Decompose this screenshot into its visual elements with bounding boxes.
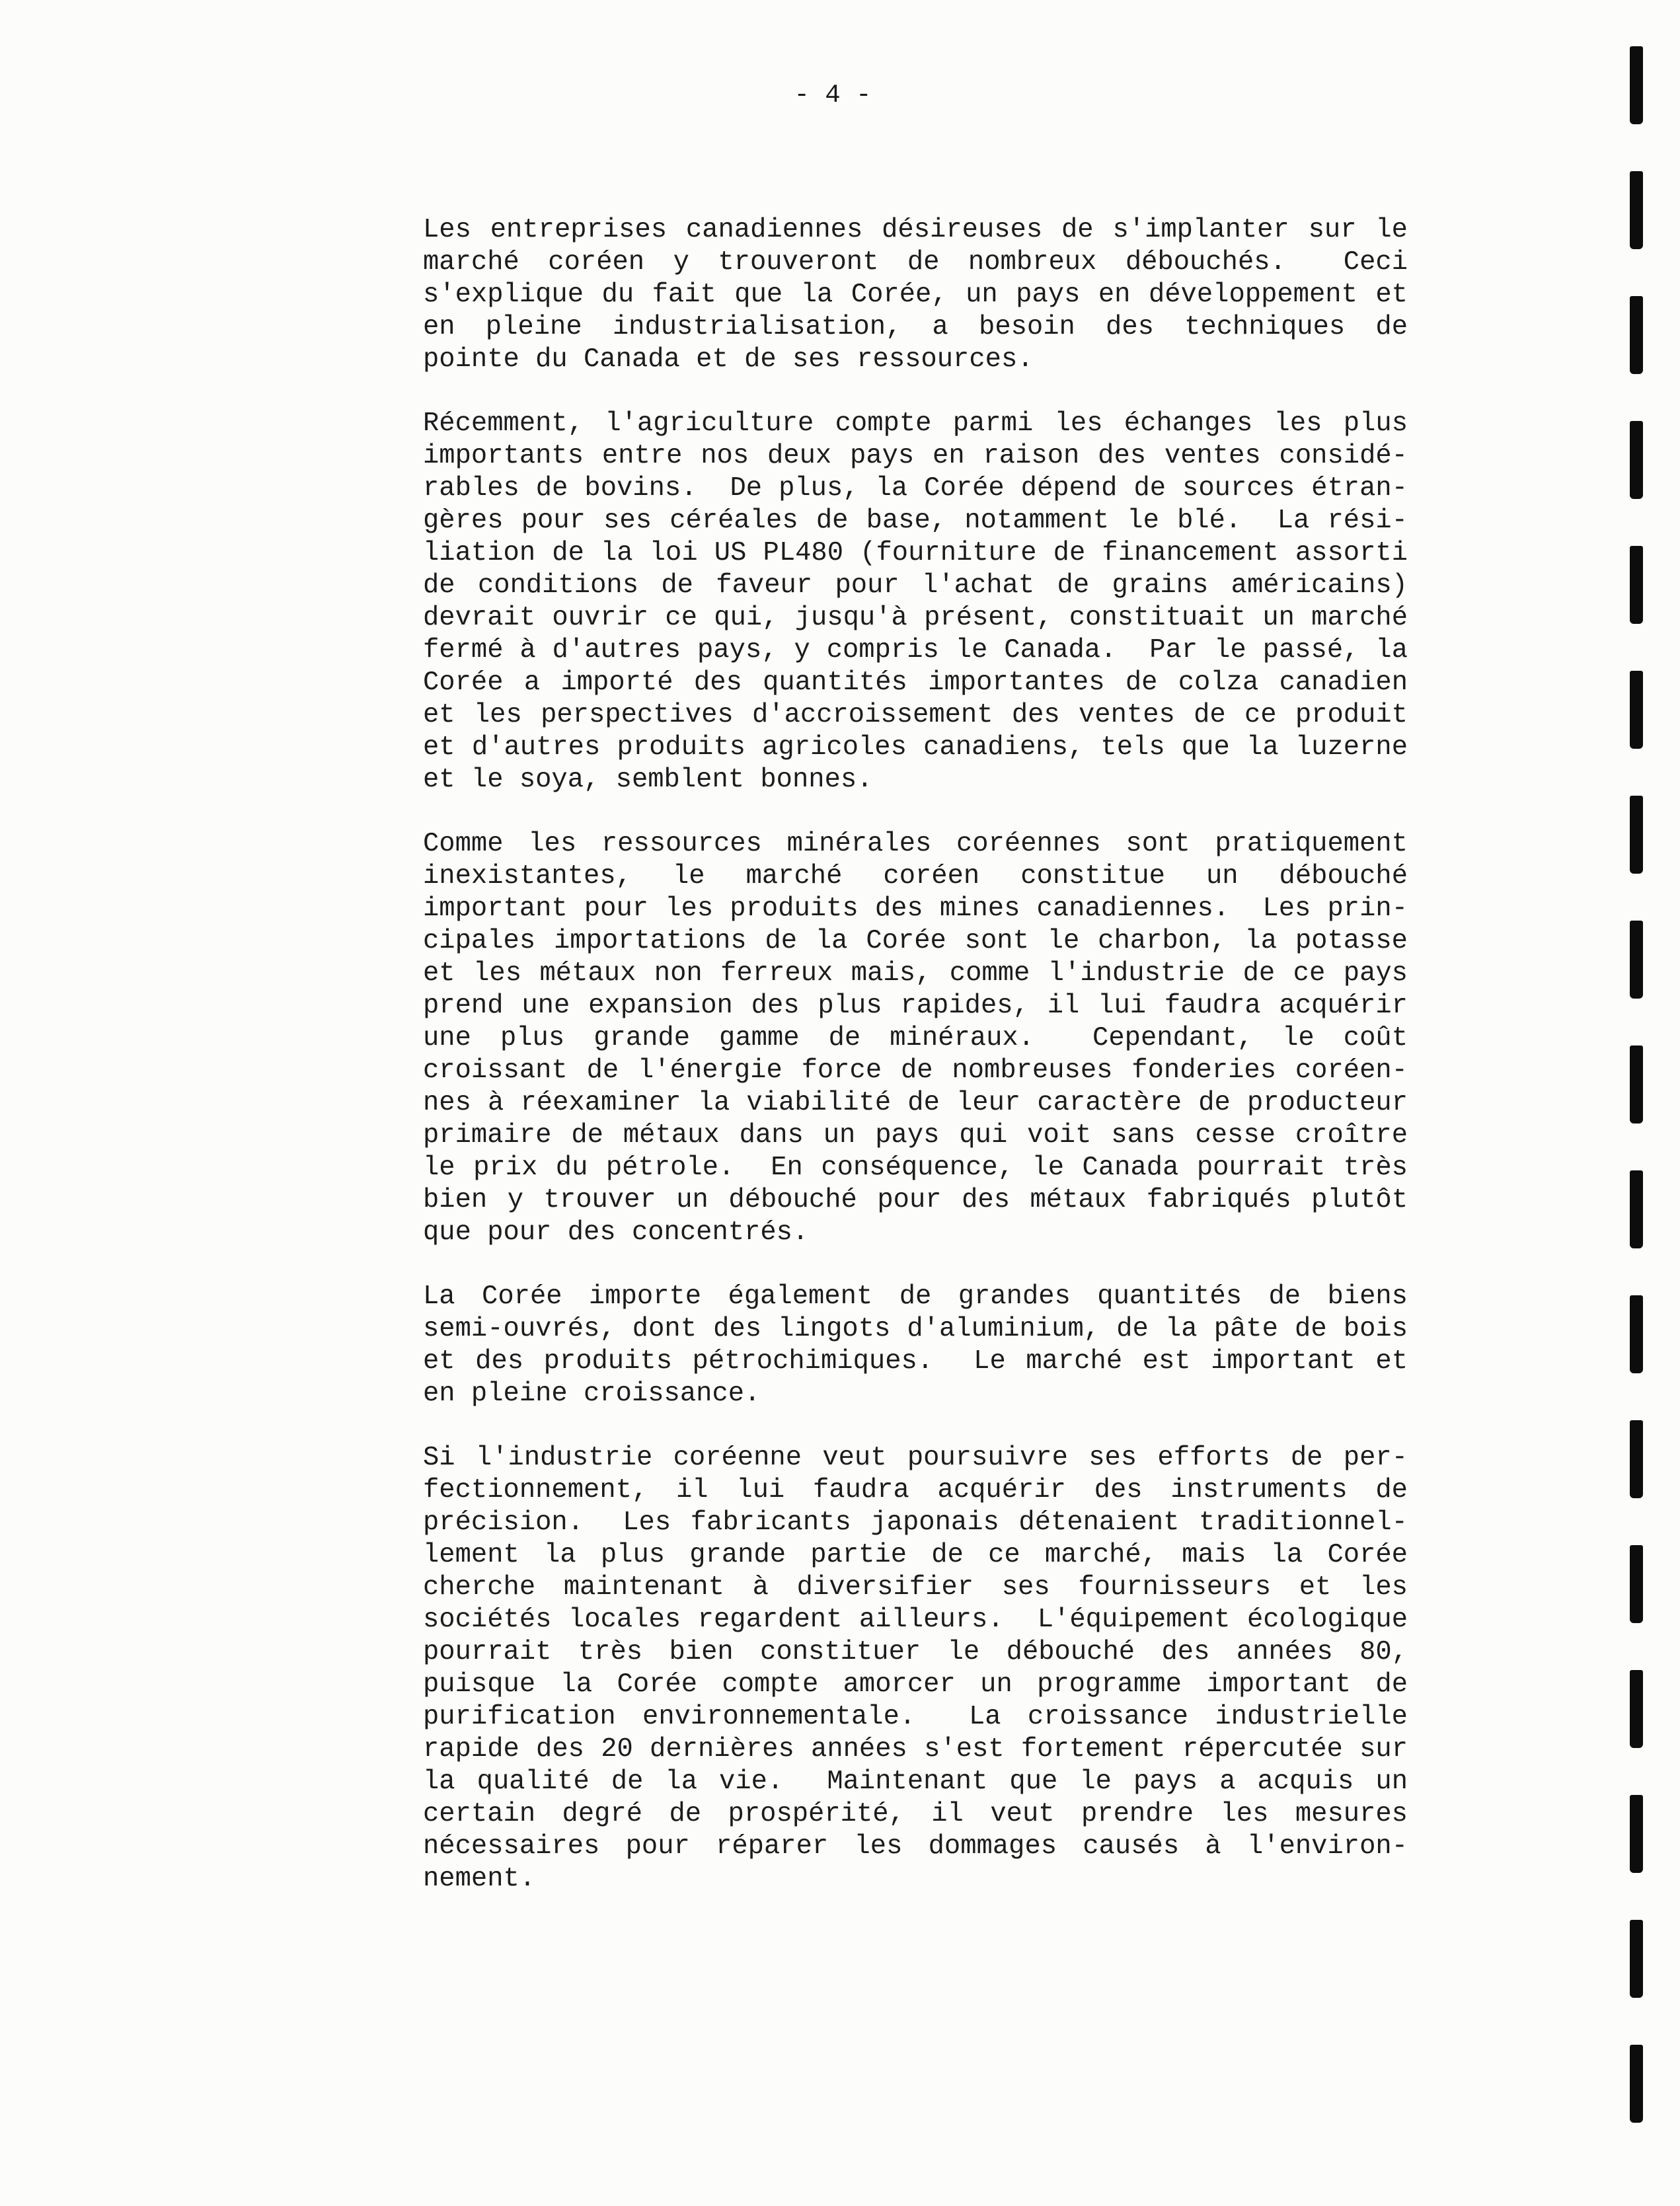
text-line: Comme les ressources minérales coréennes sont pratiquement <box>423 829 1408 859</box>
text-line: rables de bovins. De plus, la Corée dépend de sources étran- <box>423 473 1408 504</box>
text-line: nécessaires pour réparer les dommages causés à l'environ- <box>423 1831 1408 1862</box>
text-line: la qualité de la vie. Maintenant que le pays a acquis un <box>423 1767 1408 1797</box>
text-line: pourrait très bien constituer le débouché des années 80, <box>423 1637 1408 1667</box>
text-line: liation de la loi US PL480 (fourniture de financement assorti <box>423 538 1408 568</box>
text-line: croissant de l'énergie force de nombreuses fonderies coréen- <box>423 1055 1408 1086</box>
binding-hole <box>1630 46 1643 124</box>
text-line: purification environnementale. La croissance industrielle <box>423 1702 1408 1732</box>
binding-hole <box>1630 1420 1643 1498</box>
binding-hole <box>1630 796 1643 874</box>
text-line: que pour des concentrés. <box>423 1217 809 1248</box>
text-line: inexistantes, le marché coréen constitue un débouché <box>423 861 1408 892</box>
text-line: important pour les produits des mines canadiennes. Les prin- <box>423 894 1408 924</box>
text-line: lement la plus grande partie de ce marché, mais la Corée <box>423 1540 1408 1570</box>
text-line: fectionnement, il lui faudra acquérir des instruments de <box>423 1475 1408 1505</box>
text-line: prend une expansion des plus rapides, il lui faudra acquérir <box>423 991 1408 1021</box>
paragraph <box>423 408 1408 796</box>
paragraph <box>423 214 1408 376</box>
text-line: Corée a importé des quantités importantes de colza canadien <box>423 667 1408 698</box>
binding-holes <box>1621 33 1660 2174</box>
text-line: et d'autres produits agricoles canadiens, tels que la luzerne <box>423 732 1408 763</box>
text-line: certain degré de prospérité, il veut prendre les mesures <box>423 1799 1408 1829</box>
paragraph <box>423 1281 1408 1410</box>
body-text <box>423 214 1408 1927</box>
text-line: précision. Les fabricants japonais détenaient traditionnel- <box>423 1507 1408 1538</box>
text-line: de conditions de faveur pour l'achat de grains américains) <box>423 570 1408 601</box>
binding-hole <box>1630 1670 1643 1748</box>
text-line: La Corée importe également de grandes quantités de biens <box>423 1281 1408 1312</box>
text-line: Les entreprises canadiennes désireuses de s'implanter sur le <box>423 215 1408 245</box>
text-line: cipales importations de la Corée sont le charbon, la potasse <box>423 926 1408 956</box>
text-line: rapide des 20 dernières années s'est fortement répercutée sur <box>423 1734 1408 1765</box>
binding-hole <box>1630 296 1643 374</box>
binding-hole <box>1630 1046 1643 1123</box>
text-line: une plus grande gamme de minéraux. Cependant, le coût <box>423 1023 1408 1053</box>
binding-hole <box>1630 171 1643 249</box>
text-line: et les métaux non ferreux mais, comme l'industrie de ce pays <box>423 958 1408 989</box>
text-line: fermé à d'autres pays, y compris le Canada. Par le passé, la <box>423 635 1408 666</box>
text-line: et les perspectives d'accroissement des ventes de ce produit <box>423 700 1408 730</box>
text-line: gères pour ses céréales de base, notamment le blé. La rési- <box>423 506 1408 536</box>
text-line: nes à réexaminer la viabilité de leur caractère de producteur <box>423 1088 1408 1118</box>
text-line: en pleine industrialisation, a besoin des techniques de <box>423 312 1408 342</box>
text-line: sociétés locales regardent ailleurs. L'équipement écologique <box>423 1605 1408 1635</box>
binding-hole <box>1630 1170 1643 1248</box>
text-line: importants entre nos deux pays en raison des ventes considé- <box>423 441 1408 471</box>
text-line: Récemment, l'agriculture compte parmi les échanges les plus <box>423 408 1408 439</box>
text-line: s'explique du fait que la Corée, un pays en développement et <box>423 280 1408 310</box>
text-line: semi-ouvrés, dont des lingots d'aluminium, de la pâte de bois <box>423 1314 1408 1344</box>
binding-hole <box>1630 1295 1643 1373</box>
paragraph <box>423 828 1408 1249</box>
binding-hole <box>1630 1795 1643 1873</box>
text-line: et des produits pétrochimiques. Le marché est important et <box>423 1346 1408 1377</box>
text-line: marché coréen y trouveront de nombreux débouchés. Ceci <box>423 247 1408 278</box>
binding-hole <box>1630 2045 1643 2123</box>
text-line: Si l'industrie coréenne veut poursuivre ses efforts de per- <box>423 1443 1408 1473</box>
binding-hole <box>1630 671 1643 749</box>
text-line: cherche maintenant à diversifier ses fournisseurs et les <box>423 1572 1408 1603</box>
text-line: pointe du Canada et de ses ressources. <box>423 344 1034 375</box>
binding-hole <box>1630 546 1643 624</box>
binding-hole <box>1630 1920 1643 1998</box>
text-line: puisque la Corée compte amorcer un programme important de <box>423 1669 1408 1700</box>
text-line: devrait ouvrir ce qui, jusqu'à présent, constituait un marché <box>423 603 1408 633</box>
binding-hole <box>1630 1545 1643 1623</box>
text-line: et le soya, semblent bonnes. <box>423 765 873 795</box>
text-line: en pleine croissance. <box>423 1379 761 1409</box>
page-number: - 4 - <box>794 81 872 110</box>
paragraph <box>423 1442 1408 1895</box>
text-line: bien y trouver un débouché pour des métaux fabriqués plutôt <box>423 1185 1408 1215</box>
text-line: le prix du pétrole. En conséquence, le Canada pourrait très <box>423 1153 1408 1183</box>
binding-hole <box>1630 921 1643 999</box>
binding-hole <box>1630 421 1643 499</box>
text-line: nement. <box>423 1864 536 1894</box>
text-line: primaire de métaux dans un pays qui voit sans cesse croître <box>423 1120 1408 1151</box>
